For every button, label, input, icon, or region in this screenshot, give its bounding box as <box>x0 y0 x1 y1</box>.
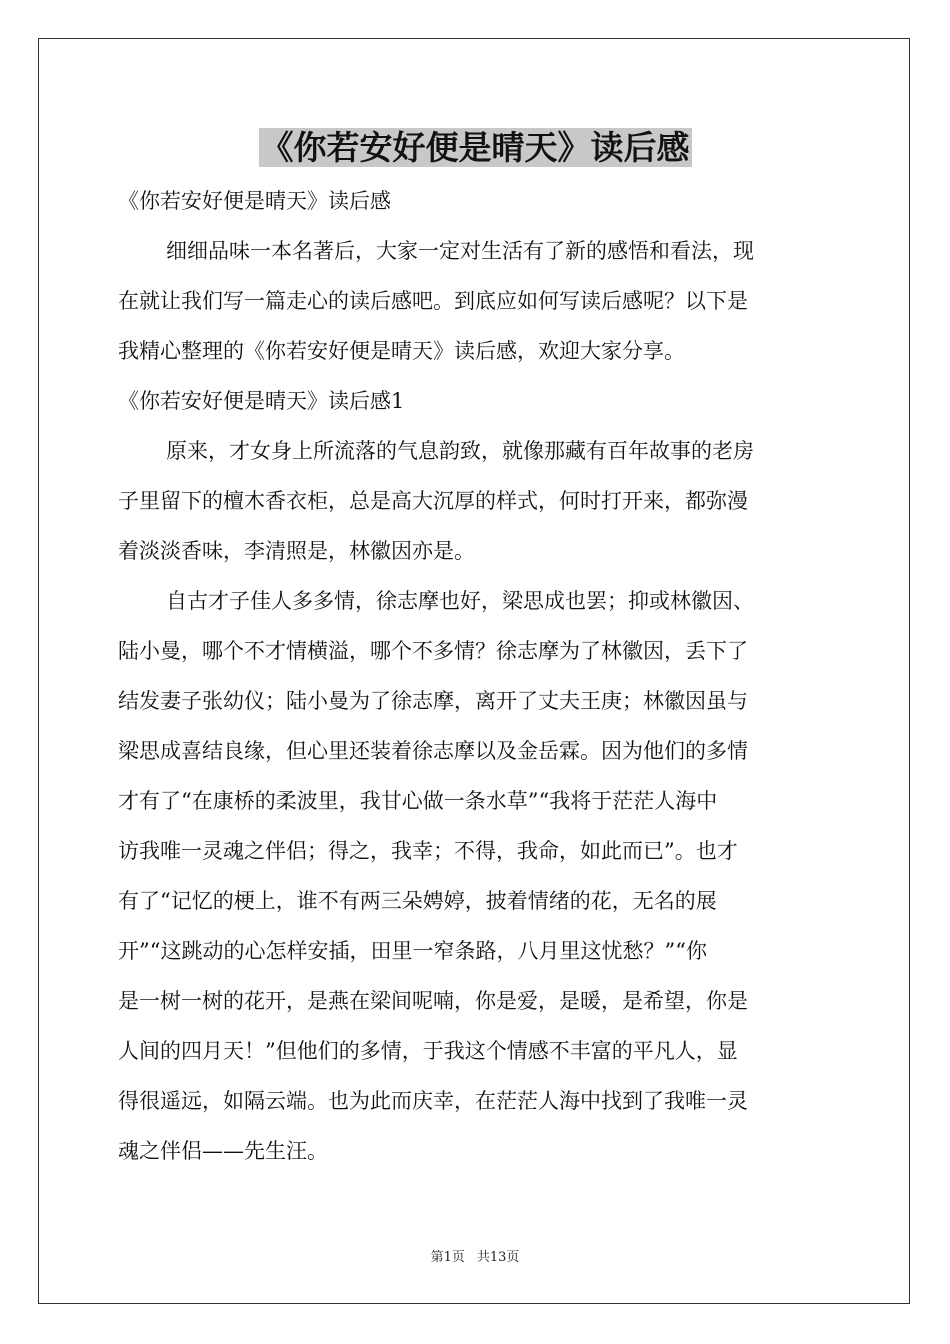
paragraph-line: 才有了“在康桥的柔波里，我甘心做一条水草”“我将于茫茫人海中 <box>118 789 718 813</box>
paragraph-line: 魂之伴侣——先生汪。 <box>118 1139 328 1163</box>
paragraph-line: 在就让我们写一篇走心的读后感吧。到底应如何写读后感呢？以下是 <box>118 289 748 313</box>
paragraph-line: 原来，才女身上所流落的气息韵致，就像那藏有百年故事的老房 <box>166 439 754 463</box>
document-body <box>118 176 832 1176</box>
paragraph-line: 得很遥远，如隔云端。也为此而庆幸，在茫茫人海中找到了我唯一灵 <box>118 1089 748 1113</box>
paragraph-1 <box>118 426 832 576</box>
page-number: 第1页 <box>430 1250 465 1265</box>
paragraph-line: 子里留下的檀木香衣柜，总是高大沉厚的样式，何时打开来，都弥漫 <box>118 489 748 513</box>
page-footer <box>0 1246 950 1265</box>
paragraph-line: 有了“记忆的梗上，谁不有两三朵娉婷，披着情绪的花，无名的展 <box>118 889 717 913</box>
paragraph-line: 是一树一树的花开，是燕在梁间呢喃，你是爱，是暖，是希望，你是 <box>118 989 748 1013</box>
intro-paragraph <box>118 226 832 376</box>
paragraph-line: 我精心整理的《你若安好便是晴天》读后感，欢迎大家分享。 <box>118 339 685 363</box>
section-heading: 《你若安好便是晴天》读后感1 <box>118 389 405 413</box>
document-title-text: 《你若安好便是晴天》读后感 <box>260 128 690 167</box>
paragraph-line: 人间的四月天！”但他们的多情，于我这个情感不丰富的平凡人，显 <box>118 1039 738 1063</box>
paragraph-line: 自古才子佳人多多情，徐志摩也好，梁思成也罢；抑或林徽因、 <box>166 589 754 613</box>
paragraph-line: 细细品味一本名著后，大家一定对生活有了新的感悟和看法，现 <box>166 239 754 263</box>
document-title <box>0 126 950 170</box>
paragraph-line: 陆小曼，哪个不才情横溢，哪个不多情？徐志摩为了林徽因，丢下了 <box>118 639 748 663</box>
paragraph-line: 访我唯一灵魂之伴侣；得之，我幸；不得，我命，如此而已”。也才 <box>118 839 738 863</box>
subtitle: 《你若安好便是晴天》读后感 <box>118 189 391 213</box>
paragraph-line: 着淡淡香味，李清照是，林徽因亦是。 <box>118 539 475 563</box>
page-total: 共13页 <box>476 1250 520 1265</box>
paragraph-line: 开”“这跳动的心怎样安插，田里一窄条路，八月里这忧愁？”“你 <box>118 939 707 963</box>
paragraph-2 <box>118 576 832 1176</box>
paragraph-line: 梁思成喜结良缘，但心里还装着徐志摩以及金岳霖。因为他们的多情 <box>118 739 748 763</box>
paragraph-line: 结发妻子张幼仪；陆小曼为了徐志摩，离开了丈夫王庚；林徽因虽与 <box>118 689 748 713</box>
